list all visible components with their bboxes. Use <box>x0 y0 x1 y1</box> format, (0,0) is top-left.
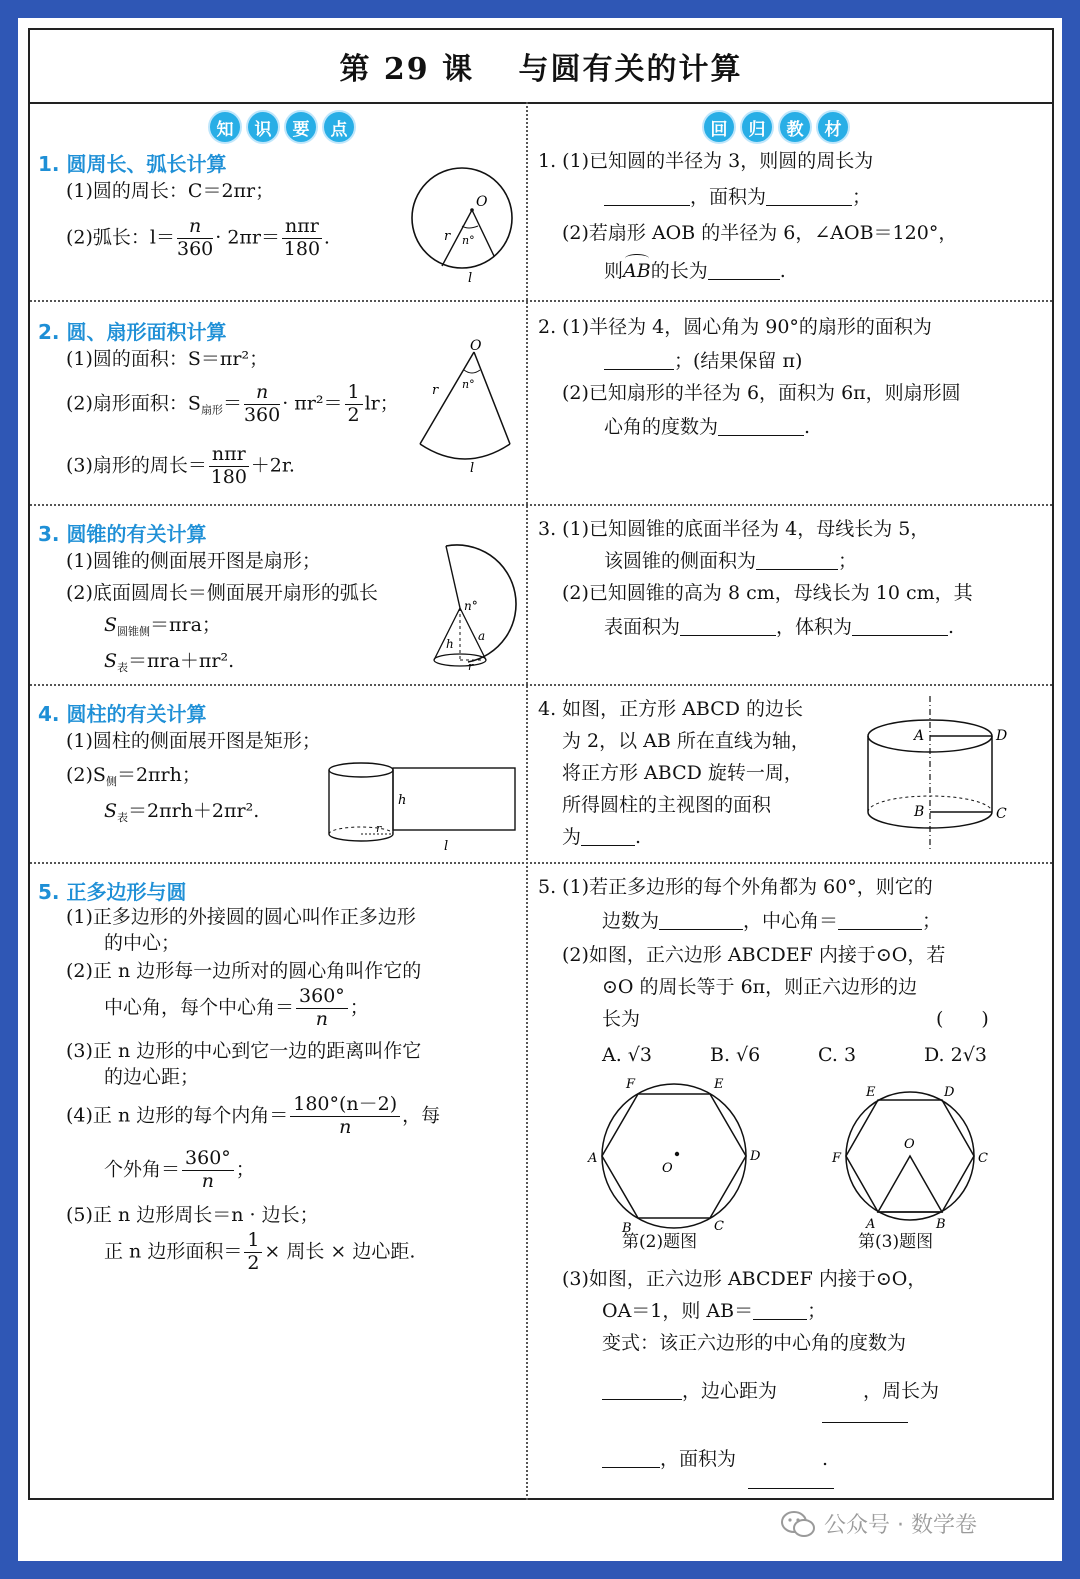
formula-text: ＝2πrh＋2πr². <box>128 800 260 822</box>
fraction <box>244 1230 262 1275</box>
text: 则 <box>604 260 624 282</box>
formula-text: ＝πra＋πr². <box>128 650 235 672</box>
formula-text: · 2πr＝ <box>215 226 281 249</box>
badge-char: 回 <box>702 110 736 144</box>
subscript: 表 <box>117 811 129 824</box>
text-line: 的边心距； <box>104 1066 200 1088</box>
question-line: 长为 <box>602 1008 641 1030</box>
formula-text: (2)扇形面积：S <box>66 392 201 415</box>
numerator: n <box>189 215 202 237</box>
question-line: 所得圆柱的主视图的面积 <box>562 794 772 816</box>
label-n: n° <box>464 599 478 613</box>
answer-blank[interactable] <box>581 826 635 846</box>
label-C: C <box>978 1151 988 1166</box>
text: 为 <box>562 826 582 848</box>
label-E: E <box>714 1077 724 1092</box>
formula-text: S <box>104 650 118 672</box>
text-line: (1)正多边形的外接圆的圆心叫作正多边形 <box>66 906 416 928</box>
label-B: B <box>914 804 925 820</box>
formula-text: 个外角＝ <box>104 1158 181 1181</box>
label-n: n° <box>462 234 475 247</box>
page-title: 第 29 课 与圆有关的计算 <box>339 52 743 87</box>
numerator: 360° <box>182 1148 234 1171</box>
figure-caption: 第(3)题图 <box>858 1232 934 1252</box>
answer-blank[interactable] <box>852 616 948 636</box>
circle-arc-diagram <box>410 166 520 286</box>
answer-blank[interactable] <box>777 1380 863 1400</box>
answer-blank[interactable] <box>753 1300 807 1320</box>
numerator: 1 <box>345 382 363 405</box>
fraction <box>177 216 213 261</box>
label-l: l <box>470 461 475 476</box>
label-E: E <box>866 1085 876 1100</box>
label-C: C <box>714 1219 724 1234</box>
formula-text: 中心角，每个中心角＝ <box>104 996 295 1019</box>
section-heading: 5. 正多边形与圆 <box>38 880 187 904</box>
text: ，周长为 <box>863 1380 940 1402</box>
text-line: 的中心； <box>104 932 181 954</box>
central-angle-formula <box>104 986 369 1031</box>
arc-AB <box>623 260 651 282</box>
formula-text: ＝πra； <box>150 614 221 636</box>
text-line: (5)正 n 边形周长＝n · 边长； <box>66 1204 319 1226</box>
text-line: (3)正 n 边形的中心到它一边的距离叫作它 <box>66 1040 422 1062</box>
denominator: n <box>339 1115 352 1138</box>
answer-blank[interactable] <box>604 186 690 206</box>
label-O: O <box>662 1161 673 1176</box>
label-h: h <box>398 793 407 808</box>
text: ，体积为 <box>776 616 853 638</box>
answer-blank[interactable] <box>708 260 780 280</box>
fraction <box>244 382 280 427</box>
formula-text: ＋2r. <box>250 454 295 477</box>
subscript: 表 <box>117 661 129 674</box>
formula-text: · πr²＝ <box>282 392 343 415</box>
text: 的长为 <box>650 260 708 282</box>
option-c[interactable]: C. 3 <box>818 1044 857 1066</box>
cone-net-diagram <box>424 544 524 674</box>
formula-text: lr； <box>364 392 399 415</box>
text: OA＝1，则 AB＝ <box>602 1300 754 1322</box>
text: . <box>948 616 955 638</box>
badge-char: 材 <box>816 110 850 144</box>
section-heading: 4. 圆柱的有关计算 <box>38 702 207 726</box>
question-line: 1. (1)已知圆的半径为 3，则圆的周长为 <box>538 150 874 172</box>
question-line <box>602 910 941 933</box>
watermark-text: 公众号 · 数学卷 <box>824 1513 977 1538</box>
label-C: C <box>996 806 1007 822</box>
label-D: D <box>750 1149 761 1164</box>
option-b[interactable]: B. √6 <box>710 1044 761 1066</box>
answer-blank[interactable] <box>680 616 776 636</box>
badge-char: 教 <box>778 110 812 144</box>
badge-char: 归 <box>740 110 774 144</box>
numerator: 1 <box>244 1230 262 1253</box>
denominator: 2 <box>247 1251 260 1274</box>
row-divider <box>30 300 1052 302</box>
label-O: O <box>470 338 482 354</box>
label-n: n° <box>462 378 475 391</box>
row-divider <box>30 862 1052 864</box>
badge-char: 识 <box>246 110 280 144</box>
fraction <box>182 1148 234 1193</box>
question-line: 4. 如图，正方形 ABCD 的边长 <box>538 698 804 720</box>
cone-surface-formula <box>104 650 234 674</box>
arc-mark-icon <box>625 254 649 263</box>
arc-length-formula: (2)弧长：l＝ $\frac{n}{360}$ · 2πr＝ $\frac{\text{nπr}}{180}$ . <box>66 215 330 260</box>
fraction <box>282 216 322 261</box>
row-divider <box>30 684 1052 686</box>
question-line <box>604 550 857 573</box>
text: ； <box>922 910 942 932</box>
label-B: B <box>622 1221 632 1236</box>
formula-text: ； <box>349 996 369 1019</box>
question-line <box>604 186 871 209</box>
question-line <box>562 826 641 849</box>
denominator: 360 <box>243 403 281 426</box>
formula-text: S <box>104 800 118 822</box>
numerator: nπr <box>282 216 322 239</box>
formula-text: ＝ <box>222 392 242 415</box>
text: 心角的度数为 <box>604 416 719 438</box>
label-F: F <box>832 1151 842 1166</box>
text: . <box>804 416 811 438</box>
label-D: D <box>944 1085 955 1100</box>
text: 该圆锥的侧面积为 <box>604 550 757 572</box>
answer-blank[interactable] <box>659 910 743 930</box>
question-line: 2. (1)半径为 4，圆心角为 90°的扇形的面积为 <box>538 316 932 338</box>
cylinder-net-diagram <box>328 758 522 854</box>
denominator: 360 <box>177 237 214 260</box>
answer-blank[interactable] <box>748 1488 834 1489</box>
answer-blank[interactable] <box>718 416 804 436</box>
formula-line: (1)圆的面积：S＝πr²； <box>66 348 269 370</box>
text: ，中心角＝ <box>743 910 839 932</box>
question-line: 变式：该正六边形的中心角的度数为 <box>602 1332 907 1354</box>
figure-caption: 第(2)题图 <box>622 1232 698 1252</box>
text-line: (2)正 n 边形每一边所对的圆心角叫作它的 <box>66 960 422 982</box>
label-A: A <box>588 1151 598 1166</box>
worksheet <box>28 28 1054 1500</box>
cone-lateral-formula <box>104 614 221 638</box>
option-d[interactable]: D. 2√3 <box>924 1044 987 1066</box>
answer-blank[interactable] <box>736 1448 822 1468</box>
question-line <box>602 1380 939 1403</box>
answer-blank[interactable] <box>838 910 922 930</box>
answer-blank[interactable] <box>766 186 852 206</box>
formula-text: (2)弧长：l＝ <box>66 226 175 249</box>
denominator: 2 <box>347 403 360 426</box>
polygon-area-formula <box>104 1230 415 1275</box>
question-line: (2)已知圆锥的高为 8 cm，母线长为 10 cm，其 <box>562 582 973 604</box>
exterior-angle-formula <box>104 1148 255 1193</box>
label-h: h <box>446 637 454 651</box>
denominator: n <box>201 1169 215 1192</box>
answer-blank[interactable] <box>602 1380 682 1400</box>
label-O: O <box>476 194 488 210</box>
watermark <box>780 1508 977 1539</box>
question-line: (2)若扇形 AOB 的半径为 6，∠AOB＝120°， <box>562 222 958 244</box>
subscript: 侧 <box>105 775 117 788</box>
label-r: r <box>432 383 439 398</box>
text: ，面积为 <box>660 1448 737 1470</box>
denominator: n <box>315 1007 329 1030</box>
text: ，面积为 <box>690 186 767 208</box>
answer-parentheses[interactable]: ( ) <box>936 1008 989 1030</box>
question-line: 为 2，以 AB 所在直线为轴， <box>562 730 810 752</box>
fraction <box>290 1094 400 1139</box>
section-heading: 2. 圆、扇形面积计算 <box>38 320 227 344</box>
numerator: 360° <box>296 986 348 1009</box>
label-r: r <box>468 660 474 673</box>
question-line <box>604 350 802 373</box>
badge-char: 知 <box>208 110 242 144</box>
badge-char: 要 <box>284 110 318 144</box>
label-A: A <box>914 728 925 744</box>
text: ，边心距为 <box>682 1380 778 1402</box>
text-line: (2)底面圆周长＝侧面展开扇形的弧长 <box>66 582 378 604</box>
answer-blank[interactable] <box>822 1422 908 1423</box>
label-r: r <box>444 229 451 244</box>
label-F: F <box>626 1077 636 1092</box>
label-r: r <box>376 822 382 835</box>
formula-text: ； <box>235 1158 255 1181</box>
formula-text: S <box>104 614 118 636</box>
text: . <box>779 260 786 282</box>
section-heading: 3. 圆锥的有关计算 <box>38 522 207 546</box>
denominator: 180 <box>210 465 247 488</box>
text: ；(结果保留 π) <box>674 350 803 372</box>
formula-text: (4)正 n 边形的每个内角＝ <box>66 1104 289 1127</box>
question-line <box>604 616 954 639</box>
question-line <box>604 260 786 283</box>
text: 表面积为 <box>604 616 681 638</box>
sector-perimeter-formula <box>66 444 295 489</box>
question-line: (2)已知扇形的半径为 6，面积为 6π，则扇形圆 <box>562 382 961 404</box>
question-line: (3)如图，正六边形 ABCDEF 内接于⊙O， <box>562 1268 927 1290</box>
formula-text: ，每 <box>402 1104 441 1127</box>
text: ； <box>852 186 872 208</box>
numerator: n <box>255 381 269 403</box>
text: ； <box>838 550 858 572</box>
hexagon-diagram-q2 <box>586 1076 766 1236</box>
text-line: (1)圆柱的侧面展开图是矩形； <box>66 730 321 752</box>
question-line: 将正方形 ABCD 旋转一周， <box>562 762 803 784</box>
interior-angle-formula <box>66 1094 440 1139</box>
answer-blank[interactable] <box>756 550 838 570</box>
subscript: 圆锥侧 <box>117 625 151 638</box>
badge-textbook-review <box>702 110 850 144</box>
column-divider <box>526 102 528 1500</box>
title-bar <box>30 30 1052 104</box>
label-O: O <box>904 1137 915 1152</box>
question-line: ⊙O 的周长等于 6π，则正六边形的边 <box>602 976 918 998</box>
cylinder-surface-formula <box>104 800 259 824</box>
section-heading: 1. 圆周长、弧长计算 <box>38 152 227 176</box>
sector-area-formula <box>66 382 399 427</box>
hexagon-diagram-q3 <box>830 1085 1010 1232</box>
text: ； <box>807 1300 827 1322</box>
answer-blank[interactable] <box>602 1448 660 1468</box>
option-a[interactable]: A. √3 <box>602 1044 652 1066</box>
denominator: 180 <box>283 237 321 260</box>
question-line: 5. (1)若正多边形的每个外角都为 60°，则它的 <box>538 876 933 898</box>
formula-text: (3)扇形的周长＝ <box>66 454 207 477</box>
label-l: l <box>444 839 449 854</box>
arc-label: AB <box>623 260 651 282</box>
cylinder-rotation-diagram <box>864 694 1024 854</box>
text: . <box>635 826 642 848</box>
question-line <box>602 1448 828 1471</box>
formula-text: (2)S <box>66 764 106 786</box>
label-B: B <box>936 1217 946 1232</box>
text: 边数为 <box>602 910 660 932</box>
label-A: A <box>866 1217 876 1232</box>
text: . <box>822 1448 829 1470</box>
row-divider <box>30 504 1052 506</box>
sector-diagram <box>414 338 524 476</box>
text-line: (1)圆锥的侧面展开图是扇形； <box>66 550 321 572</box>
label-D: D <box>996 728 1008 744</box>
question-line: 3. (1)已知圆锥的底面半径为 4，母线长为 5， <box>538 518 930 540</box>
question-line <box>602 1300 826 1323</box>
numerator: nπr <box>209 444 249 467</box>
answer-blank[interactable] <box>604 350 674 370</box>
fraction <box>296 986 348 1031</box>
formula-text: × 周长 × 边心距. <box>264 1240 416 1263</box>
label-a: a <box>478 629 486 643</box>
question-line: (2)如图，正六边形 ABCDEF 内接于⊙O，若 <box>562 944 946 966</box>
cylinder-lateral-formula <box>66 764 201 788</box>
badge-knowledge-points <box>208 110 356 144</box>
question-line <box>604 416 810 439</box>
subscript: 扇形 <box>200 403 223 417</box>
numerator: 180°(n－2) <box>290 1094 400 1117</box>
fraction <box>345 382 363 427</box>
formula-line: (1)圆的周长：C＝2πr； <box>66 180 275 202</box>
formula-text: ＝2πrh； <box>116 764 201 786</box>
fraction <box>209 444 249 489</box>
badge-char: 点 <box>322 110 356 144</box>
wechat-icon <box>780 1510 816 1538</box>
formula-text: 正 n 边形面积＝ <box>104 1240 243 1263</box>
label-l: l <box>468 271 473 286</box>
